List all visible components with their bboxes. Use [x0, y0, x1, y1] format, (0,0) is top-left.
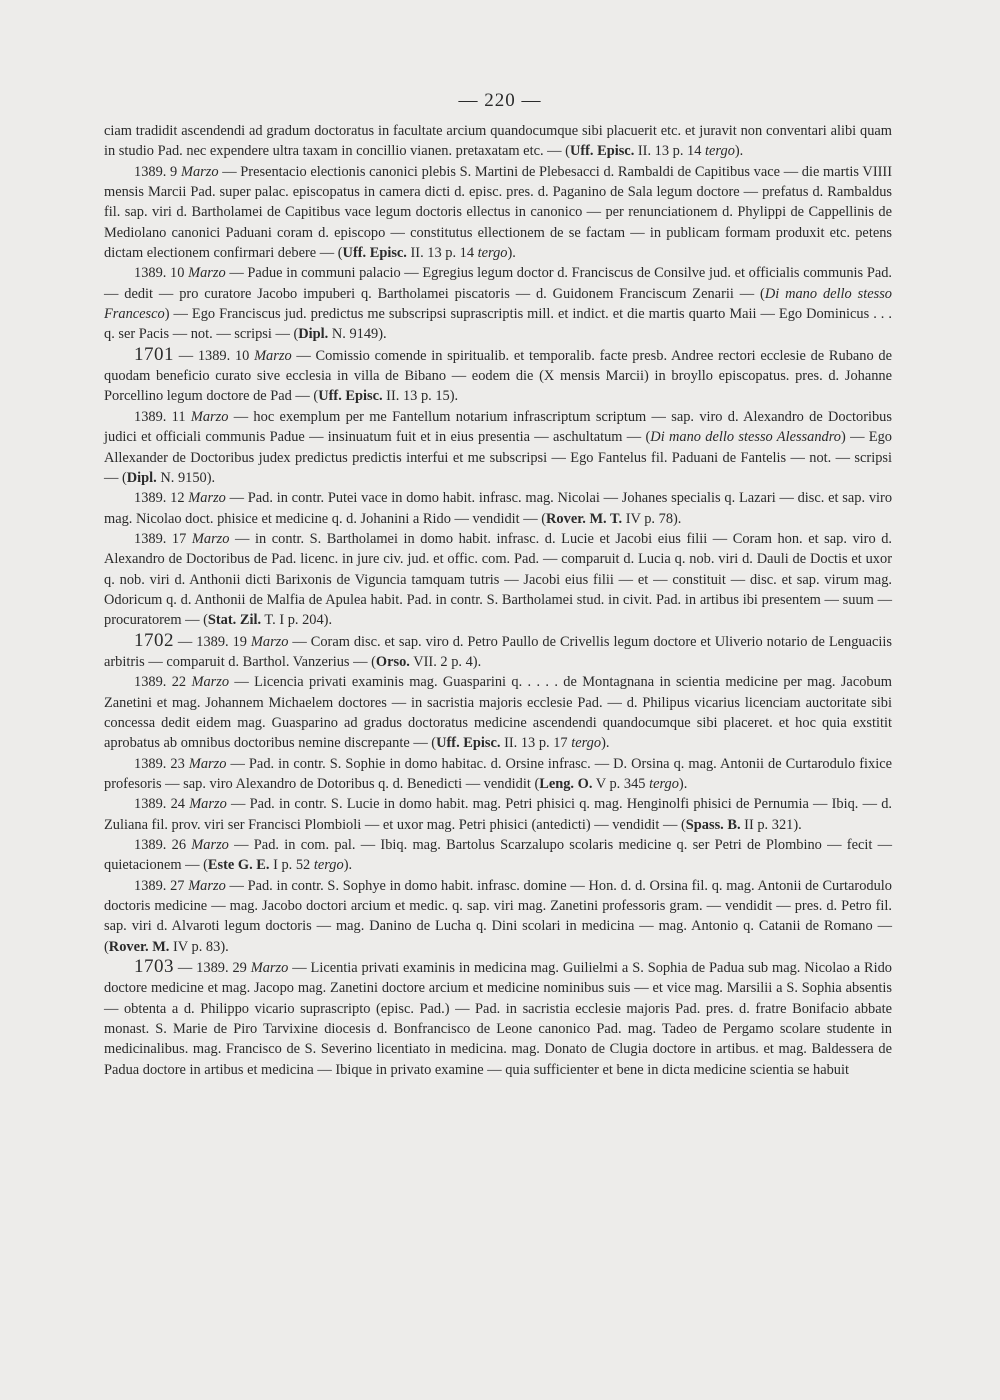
- entry-paragraph: 1389. 11 Marzo — hoc exemplum per me Fantellum notarium infrascriptum scriptum — sap. viro d. Alexandro de Doctoribus judici et officiali communis Padue — insinuatum fuit et in eius presentia — aschultatum — (Di mano dello stesso Alessandro) — Ego Allexander de Doctoribus judex predictus predictis interfui et me subscripsi — Ego Fantelus fil. Paduani de Fantelis — not. — scripsi — (Dipl. N. 9150).: [104, 408, 892, 486]
- entry-date: Marzo: [188, 755, 227, 772]
- numbered-entry: 1703 — 1389. 29 Marzo — Licentia privati examinis in medicina mag. Guilielmi a S. Sophia de Padua sub mag. Nicolao a Rido doctore medicine et mag. Jacopo mag. Zanetini doctore arcium et medicine nominibus suis — et vice mag. Marsilii a S. Sophia absentis — obtenta a d. Philippo vicario suprascripto (episc. Pad.) — Pad. in sacristia ecclesie majoris Pad. pres. d. fratre Bonifacio abbate monast. S. Marie de Piro Tarvixine diocesis d. Bonfrancisco de Leone canonico Pad. mag. Tadeo de Pergamo scolare studente in medicinalibus. mag. Francisco de S. Severino licentiato in medicina. mag. Donato de Clugia doctore in artibus. et mag. Baldessera de Padua doctore in artibus et medicina — Ibique in privato examine — quia sufficienter et bene in dicta medicine scientia se habuit: [104, 956, 892, 1078]
- numbered-entry: 1701 — 1389. 10 Marzo — Comissio comende in spiritualib. et temporalib. facte presb. Andree rectori ecclesie de Rubano de quodam beneficio curato sive ecclesia in villa de Bibano — eodem die (X mensis Marcii) in broyllo episcopatus. pres. d. Johanne Porcellino legum doctore de Pad — (Uff. Episc. II. 13 p. 15).: [104, 343, 892, 405]
- entry-paragraph: 1389. 9 Marzo — Presentacio electionis canonici plebis S. Martini de Plebesacci d. Rambaldi de Capitibus vace — die martis VIIII mensis Marcii Pad. super palac. episcopatus in camera dicti d. episc. pres. d. Paganino de Sala legum doctore — prefatus d. Rambaldus fil. sap. viri d. Bartholamei de Capitibus vace legum doctoris ellectus in canonico — per renunciationem d. Phylippi de Cappellinis de Mediolano canonici Paduani coram d. episcopo — constitutus ellectionem de se factam — in publicam formam produxit etc. petens dictam electionem confirmari debere — (Uff. Episc. II. 13 p. 14 tergo).: [104, 163, 892, 262]
- entry-date: Marzo: [180, 163, 219, 180]
- source-ref: Rover. M. T.: [546, 510, 623, 527]
- entry-date: Marzo: [188, 265, 226, 282]
- entry-date: Marzo: [254, 347, 292, 364]
- entry-date: Marzo: [250, 960, 289, 977]
- entry-paragraph: 1389. 10 Marzo — Padue in communi palacio — Egregius legum doctor d. Franciscus de Consilve jud. et officialis communis Pad. — dedit — pro curatore Jacobo impuberi q. Bartholamei piscatoris — d. Guidonem Franciscum Zenarii — (Di mano dello stesso Francesco) — Ego Franciscus jud. predictus me subscripsi suprascriptis mill. et indict. et die martis quarto Maii — Ego Dominicus . . . q. ser Pacis — not. — scripsi — (Dipl. N. 9149).: [104, 265, 892, 343]
- source-ref: Orso.: [375, 653, 410, 670]
- document-number: 1703: [134, 956, 174, 978]
- entry-date: Marzo: [191, 530, 230, 547]
- paragraph-continuation: ciam tradidit ascendendi ad gradum doctoratus in facultate arcium quandocumque sibi placuerit etc. et juravit non conventari alibi quam in studio Pad. nec expendere ultra taxam in concillio vianen. pretaxatam etc. — (Uff. Episc. II. 13 p. 14 tergo).: [104, 123, 892, 160]
- body-text: [104, 121, 892, 1080]
- entry-paragraph: 1389. 22 Marzo — Licencia privati examinis mag. Guasparini q. . . . . de Montagnana in scientia medicine per mag. Jacobum Zanetini et mag. Johannem Michaelem doctores — in sacristia majoris ecclesie Pad. — d. Philipus vicarius licenciam auctoritate sibi concessa dedit eidem mag. Guasparino ad gradus doctoratus medicine ascendendi quandocumque sibi placeret. et hoc quia exstitit aprobatus ab omnibus doctoribus nemine discrepante — (Uff. Episc. II. 13 p. 17 tergo).: [104, 674, 892, 752]
- source-ref: Rover. M.: [108, 938, 170, 955]
- source-ref: Dipl.: [298, 326, 329, 343]
- entry-paragraph: 1389. 23 Marzo — Pad. in contr. S. Sophie in domo habitac. d. Orsine infrasc. — D. Orsina q. mag. Antonii de Curtarodulo fixice profesoris — sap. viro Alexandro de Dotoribus q. d. Benedicti — vendidit (Leng. O. V p. 345 tergo).: [104, 755, 892, 792]
- source-ref: Este G. E.: [207, 857, 270, 874]
- hand-note: Di mano dello stesso Alessandro: [650, 429, 842, 446]
- entry-date: Marzo: [188, 490, 226, 507]
- numbered-entry: 1702 — 1389. 19 Marzo — Coram disc. et sap. viro d. Petro Paullo de Crivellis legum doctore et Uliverio notario de Lenguaciis arbitris — comparuit d. Barthol. Vanzerius — (Orso. VII. 2 p. 4).: [104, 629, 892, 670]
- tergo-note: tergo: [649, 776, 679, 792]
- tergo-note: tergo: [705, 143, 735, 160]
- entry-paragraph: 1389. 12 Marzo — Pad. in contr. Putei vace in domo habit. infrasc. mag. Nicolai — Johanes specialis q. Lazari — disc. et sap. viro mag. Nicolao doct. phisice et medicine q. d. Johanini a Rido — vendidit — (Rover. M. T. IV p. 78).: [104, 490, 893, 527]
- source-ref: Uff. Episc.: [342, 245, 407, 262]
- source-ref: Leng. O.: [539, 776, 593, 792]
- tergo-note: tergo: [313, 857, 344, 874]
- source-ref: Stat. Zil.: [207, 612, 262, 629]
- entry-date: Marzo: [190, 408, 229, 425]
- page-number: — 220 —: [458, 90, 542, 111]
- entry-paragraph: 1389. 26 Marzo — Pad. in com. pal. — Ibiq. mag. Bartolus Scarzalupo scolaris medicine q. ser Petri de Plombino — fecit — quietacionem — (Este G. E. I p. 52 tergo).: [104, 837, 892, 874]
- entry-date: Marzo: [189, 796, 227, 813]
- tergo-note: tergo: [571, 735, 602, 752]
- entry-date: Marzo: [250, 633, 289, 650]
- source-ref: Uff. Episc.: [436, 735, 501, 752]
- entry-paragraph: 1389. 27 Marzo — Pad. in contr. S. Sophye in domo habit. infrasc. domine — Hon. d. d. Orsina fil. q. mag. Antonii de Curtarodulo doctoris medicine — mag. Jacobo doctori arcium et medic. q. sap. viri mag. Zanetini professoris gram. — vendidit — pres. d. Petro fil. sap. viri d. Alvaroti legum doctoris — mag. Danino de Lucha q. Dini scolari in medicina — mag. Antonio q. Catanii de Romano — (Rover. M. IV p. 83).: [104, 877, 893, 955]
- tergo-note: tergo: [477, 245, 508, 262]
- source-ref: Uff. Episc.: [318, 388, 383, 405]
- source-ref: Dipl.: [126, 469, 157, 486]
- hand-note: Di mano dello stesso Francesco: [104, 285, 892, 323]
- entry-date: Marzo: [188, 877, 226, 894]
- document-number: 1701: [134, 343, 174, 365]
- entry-paragraph: 1389. 17 Marzo — in contr. S. Bartholamei in domo habit. infrasc. d. Lucie et Jacobi eius filii — Coram hon. et sap. viro d. Alexandro de Doctoribus de Pad. licenc. in jure civ. jud. et offic. com. Pad. — comparuit d. Lucia q. nob. viri d. Dauli de Doctis et uxor q. nob. viri d. Anthonii dicti Barixonis de Viguncia tamquam tutris — Jacobi eius filii — et — constituit — disc. et sap. virum mag. Odoricum q. d. Anthonii de Malfia de Apulea habit. Pad. in contr. S. Bartholamei stud. in civit. Pad. in artibus ibi presentem — suum — procuratorem — (Stat. Zil. T. I p. 204).: [104, 530, 893, 629]
- entry-paragraph: 1389. 24 Marzo — Pad. in contr. S. Lucie in domo habit. mag. Petri phisici q. mag. Henginolfi phisici de Pernumia — Ibiq. — d. Zuliana fil. prov. viri ser Francisci Plombioli — et uxor mag. Petri phisici (antedicti) — vendidit — (Spass. B. II p. 321).: [104, 796, 892, 833]
- source-ref: Spass. B.: [685, 816, 741, 833]
- source-ref: Uff. Episc.: [569, 143, 635, 160]
- entry-date: Marzo: [191, 837, 229, 854]
- entry-date: Marzo: [191, 674, 230, 691]
- document-number: 1702: [134, 629, 174, 651]
